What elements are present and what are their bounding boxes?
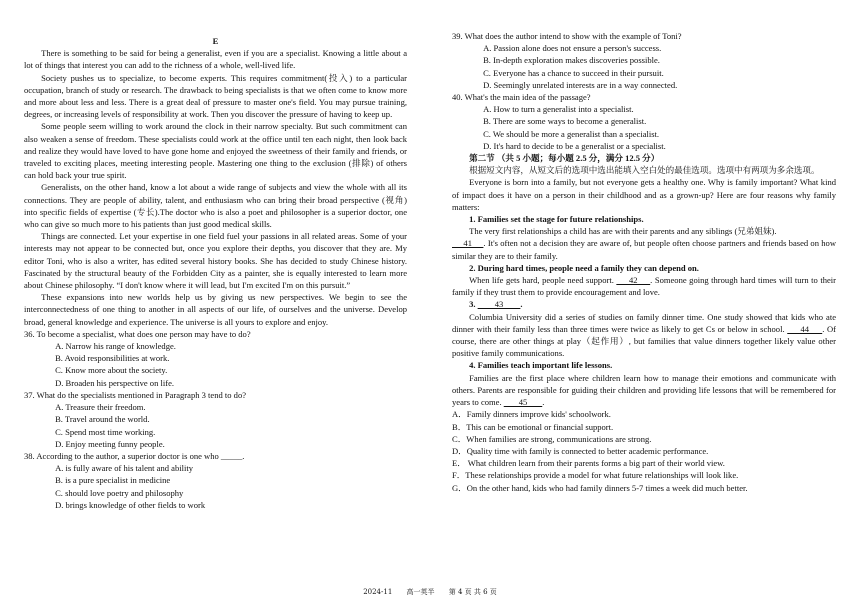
blank-44[interactable]: 44	[787, 323, 823, 334]
cloze-options	[452, 408, 836, 493]
text: Columbia University did a series of studies on family dinner time. One study showed that kids who ate dinner with their family less than three times were twice as likely to get Cs or below in school.	[452, 311, 836, 334]
option-a: A. Treasure their freedom.	[55, 402, 146, 413]
left-column	[24, 30, 407, 511]
passage-paragraph-4: Generalists, on the other hand, know a lot about a wide range of subjects and view the whole with all its connections. They are people of ability, talent, and enthusiasm who can bring their broad perspective (视角) into specific fields of expertise (专长).The doctor who is also a poet and philosopher is a superior doctor, one who can give so much more to his patients than just good medical skills.	[24, 182, 407, 230]
text: When life gets hard, people need support.	[469, 275, 617, 286]
blank-45[interactable]: 45	[503, 397, 543, 408]
option-d: D. It's hard to decide to be a generalist or a specialist.	[483, 140, 666, 151]
section-header: 第二节 （共 5 小题；每小题 2.5 分，满分 12.5 分）	[469, 153, 660, 164]
cloze-option-e: E． What children learn from their parents forms a big part of their world view.	[452, 458, 725, 469]
text: The very first relationships a child has are with their parents and any siblings (兄弟姐妹).	[469, 226, 777, 237]
option-a: A. How to turn a generalist into a specialist.	[483, 104, 634, 115]
passage-paragraph-3: Some people seem willing to work around the clock in their narrow specialty. But such commitment can also weaken a sense of freedom. These specialists could work at the office until ten each night, then look back and realize they would have loved to have gone home and enjoyed the sweetness of their family and friends, or traveled to exciting places, meeting interesting people. Mastering one thing to the exclusion (排除) of others can hold back your true spirit.	[24, 121, 407, 181]
passage-paragraph-6: These expansions into new worlds help us by giving us new perspectives. We begin to see the interconnectedness of one thing to another in all aspects of our life, of ourselves and the universe. Develop broad, general knowledge and experience. The universe is all yours to explore and enjoy.	[24, 292, 407, 327]
cloze-paragraph-3	[452, 311, 836, 360]
heading-1: 1. Families set the stage for future relationships.	[469, 214, 644, 225]
text: . It's often not a decision they are aware of, but people often choose partners and friends based on how similar they are to their family.	[452, 238, 836, 261]
option-c: C. Everyone has a chance to succeed in their pursuit.	[483, 67, 664, 78]
heading-3	[452, 298, 836, 310]
text: . Of course, there are other things at play（起作用）, but families that value dinners together likely value other positive family communications.	[452, 323, 836, 359]
cloze-option-a: A．Family dinners improve kids' schoolwork.	[452, 409, 611, 420]
cloze-paragraph-2	[452, 274, 836, 298]
passage-paragraph-1: There is something to be said for being a generalist, even if you are a specialist. Knowing a little about a lot of things that interest you can add to the richness of a whole, well-lived life.	[24, 48, 407, 71]
passage-paragraph-5: Things are connected. Let your expertise in one field fuel your passions in all related areas. Some of your interests may not appear to be connected but, once you explore their depths, you discover that they are. My editor Toni, who is also a writer, has edited several history books. She has decided to study Chinese history. Fascinated by the structural beauty of the Forbidden City as a painter, she is equally interested to learn more about Chinese philosophy. “I don't know where it will lead, but I'm excited I'm on this pursuit.”	[24, 231, 407, 291]
option-b: B. is a pure specialist in medicine	[55, 475, 171, 486]
question-36	[24, 328, 407, 389]
question-text: 40. What's the main idea of the passage?	[452, 92, 591, 103]
option-c: C. Spend most time working.	[55, 426, 156, 437]
footer-date: 2024-11	[363, 588, 393, 596]
page-footer	[0, 586, 860, 598]
option-c: C. Know more about the society.	[55, 365, 168, 376]
option-c: C. We should be more a generalist than a specialist.	[483, 128, 660, 139]
option-a: A. Passion alone does not ensure a person's success.	[483, 43, 662, 54]
footer-subject: 高一英半	[406, 588, 435, 596]
option-b: B. Avoid responsibilities at work.	[55, 353, 170, 364]
blank-42[interactable]: 42	[616, 275, 651, 286]
question-40	[452, 91, 836, 152]
question-text: 39. What does the author intend to show with the example of Toni?	[452, 31, 682, 41]
option-d: D. Enjoy meeting funny people.	[55, 438, 165, 449]
question-text: 38. According to the author, a superior doctor is one who _____.	[24, 450, 245, 461]
cloze-option-c: C．When families are strong, communications are strong.	[452, 433, 652, 444]
blank-41[interactable]: 41	[452, 238, 484, 249]
question-text: 37. What do the specialists mentioned in Paragraph 3 tend to do?	[24, 389, 247, 400]
cloze-paragraph-1	[452, 225, 836, 237]
question-38	[24, 450, 407, 511]
question-39	[452, 30, 836, 91]
cloze-option-b: B．This can be emotional or financial support.	[452, 421, 614, 432]
question-37	[24, 389, 407, 450]
option-b: B. Travel around the world.	[55, 414, 150, 425]
option-b: B. In-depth exploration makes discoveries possible.	[483, 55, 660, 66]
passage-title: E	[212, 36, 219, 46]
option-d: D. Seemingly unrelated interests are in a way connected.	[483, 79, 678, 90]
cloze-intro: Everyone is born into a family, but not everyone gets a healthy one. Why is family important? What kind of impact does it have on a person in their childhood and as a grown-up? Here are four reasons why family matters:	[452, 177, 836, 212]
option-c: C. should love poetry and philosophy	[55, 487, 184, 498]
option-b: B. There are some ways to become a generalist.	[483, 116, 647, 127]
cloze-option-f: F．These relationships provide a model for what future relationships will look like.	[452, 470, 739, 481]
cloze-paragraph-1-cont	[452, 237, 836, 261]
heading-2: 2. During hard times, people need a family they can depend on.	[469, 262, 699, 273]
text: Families are the first place where children learn how to manage their emotions and communicate with others. Parents are responsible for guiding their children and providing life lessons that will be remembered for years to come.	[452, 372, 836, 408]
blank-43[interactable]: 43	[477, 299, 521, 310]
option-d: D. Broaden his perspective on life.	[55, 377, 175, 388]
text: . Someone going through hard times will turn to their family if they trust them to provide encouragement and love.	[452, 275, 836, 298]
section-instruction: 根据短文内容，从短文后的选项中选出能填入空白处的最佳选项。选项中有两项为多余选项。	[469, 165, 820, 176]
heading-number: 3.	[469, 299, 478, 310]
option-a: A. is fully aware of his talent and ability	[55, 463, 193, 474]
option-a: A. Narrow his range of knowledge.	[55, 341, 176, 352]
passage-paragraph-2: Society pushes us to specialize, to become experts. This requires commitment(投入) to a particular occupation, branch of study or research. The drawback to being specialists is that we often come to know more and more about less and less. There is a great deal of pressure to master one's field. You may pursue training, degrees, or increasing levels of responsibility at work. Then you discover the pressure of having to keep up.	[24, 72, 407, 120]
question-text: 36. To become a specialist, what does one person may have to do?	[24, 328, 251, 339]
cloze-option-g: G．On the other hand, kids who had family dinners 5-7 times a week did much better.	[452, 482, 748, 493]
option-d: D. brings knowledge of other fields to work	[55, 499, 206, 510]
right-column	[452, 30, 836, 494]
heading-4: 4. Families teach important life lessons.	[469, 360, 613, 371]
cloze-paragraph-4	[452, 372, 836, 409]
footer-page-number: 第 4 页 共 6 页	[448, 588, 497, 596]
heading-end: .	[520, 299, 523, 310]
cloze-option-d: D．Quality time with family is connected to better academic performance.	[452, 445, 709, 456]
text: .	[542, 397, 545, 408]
